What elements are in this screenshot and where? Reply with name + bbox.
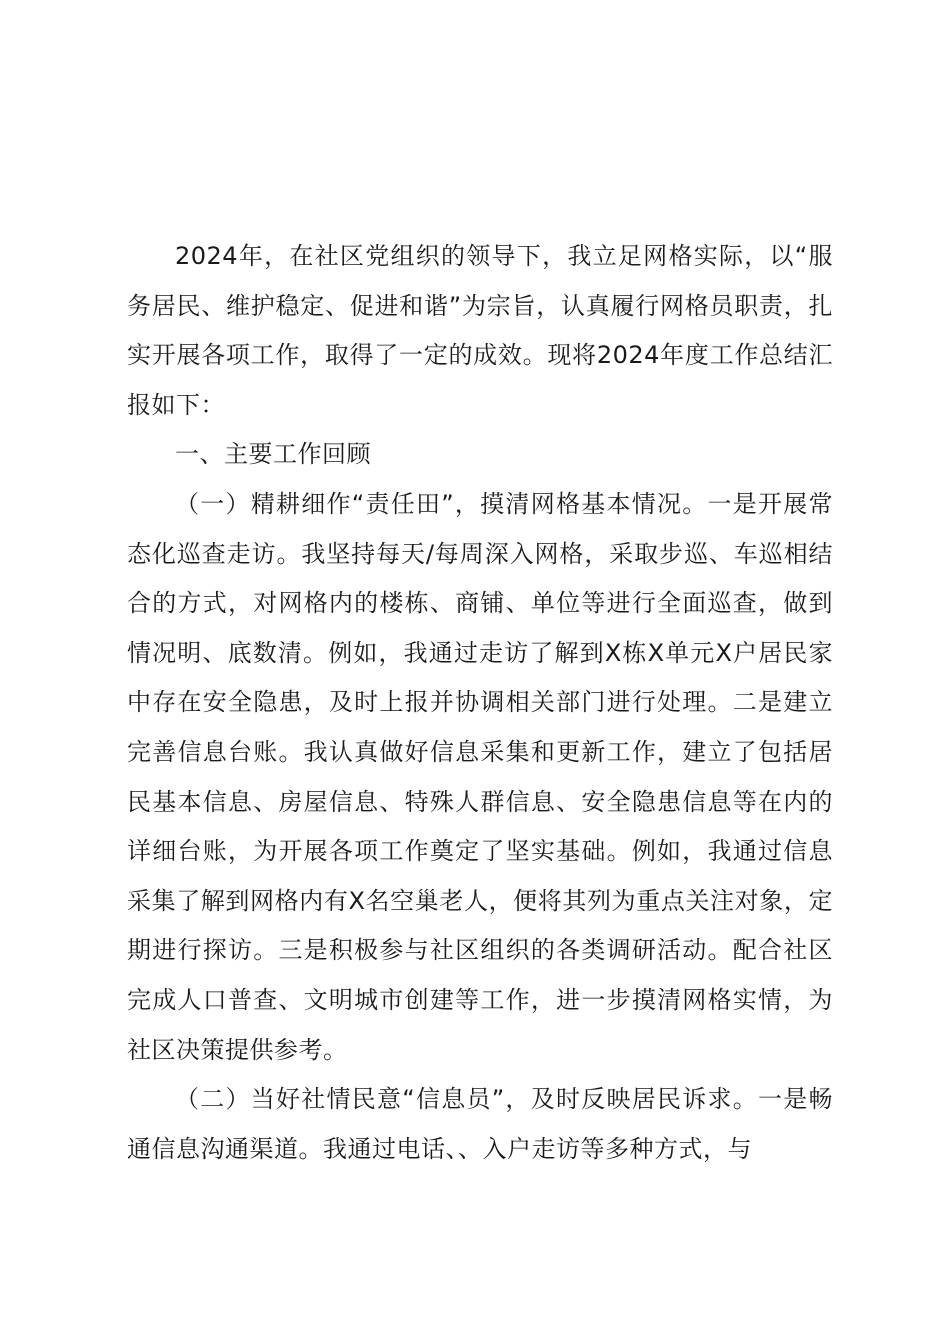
intro-paragraph: 2024年，在社区党组织的领导下，我立足网格实际，以“服务居民、维护稳定、促进和谐”为宗旨，认真履行网格员职责，扎实开展各项工作，取得了一定的成效。现将2024年度工作总结汇报如下： (127, 242, 833, 419)
body-paragraph-1: （一）精耕细作“责任田”，摸清网格基本情况。一是开展常态化巡查走访。我坚持每天/每周深入网格，采取步巡、车巡相结合的方式，对网格内的楼栋、商铺、单位等进行全面巡查，做到情况明、底数清。例如，我通过走访了解到X栋X单元X户居民家中存在安全隐患，及时上报并协调相关部门进行处理。二是建立完善信息台账。我认真做好信息采集和更新工作，建立了包括居民基本信息、房屋信息、特殊人群信息、安全隐患信息等在内的详细台账，为开展各项工作奠定了坚实基础。例如，我通过信息采集了解到网格内有X名空巢老人，便将其列为重点关注对象，定期进行探访。三是积极参与社区组织的各类调研活动。配合社区完成人口普查、文明城市创建等工作，进一步摸清网格实情，为社区决策提供参考。 (127, 489, 833, 1064)
body-paragraph-2: （二）当好社情民意“信息员”，及时反映居民诉求。一是畅通信息沟通渠道。我通过电话、、入户走访等多种方式，与 (127, 1085, 833, 1163)
section-heading: 一、主要工作回顾 (175, 440, 371, 469)
document-body (127, 232, 833, 1174)
